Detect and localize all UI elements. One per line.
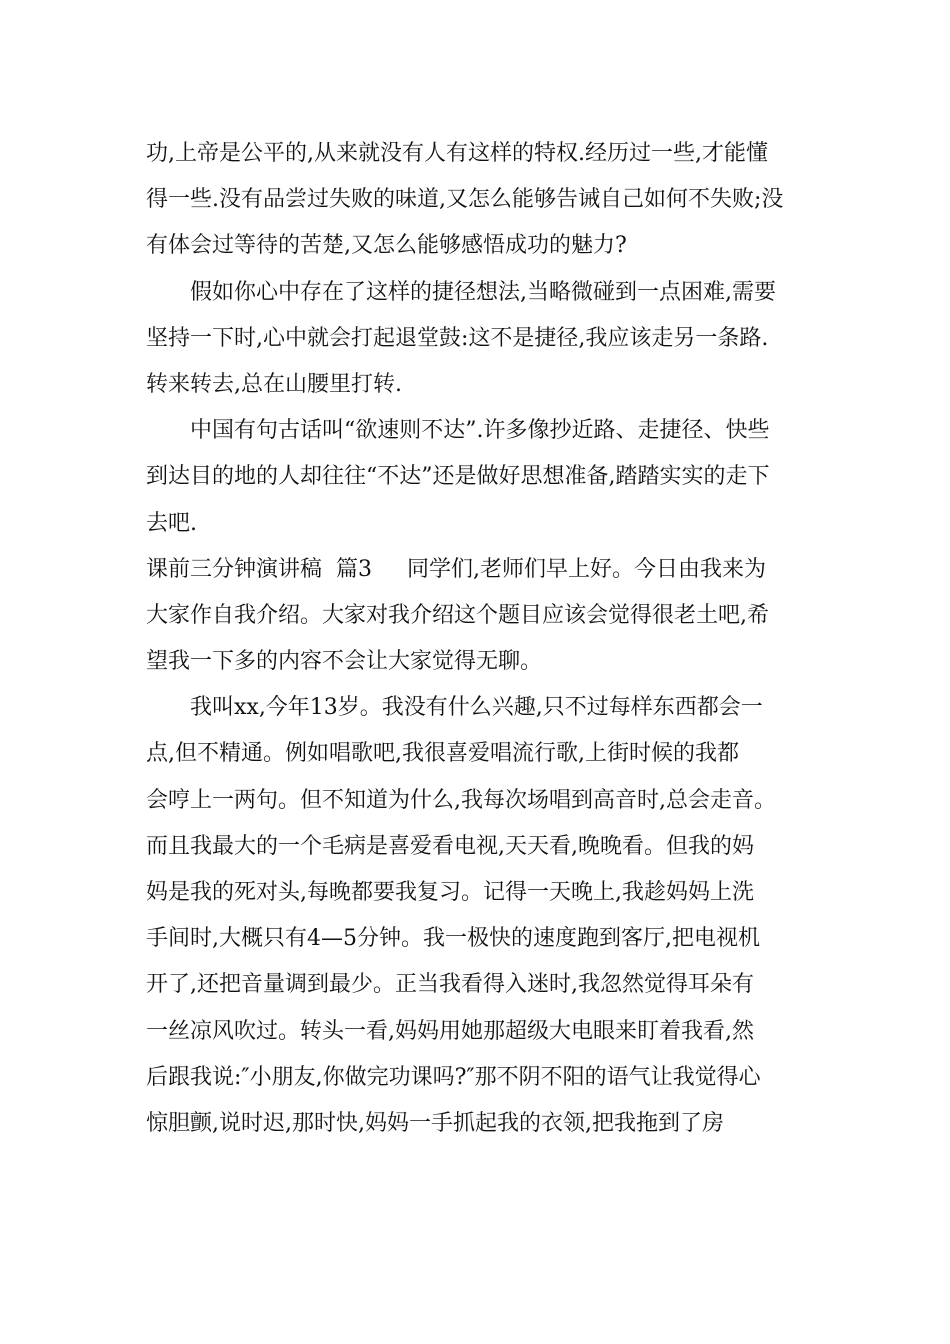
text-line: 到达目的地的人却往往“不达”还是做好思想准备,踏踏实实的走下	[146, 464, 770, 490]
text-line: 点,但不精通。例如唱歌吧,我很喜爱唱流行歌,上街时候的我都	[146, 741, 739, 767]
text-line: 去吧.	[146, 510, 197, 536]
paragraph-start-line: 假如你心中存在了这样的捷径想法,当略微碰到一点困难,需要	[190, 279, 776, 305]
text-line: 妈是我的死对头,每晚都要我复习。记得一天晚上,我趁妈妈上洗	[146, 880, 754, 905]
text-line: 手间时,大概只有4—5分钟。我一极快的速度跑到客厅,把电视机	[146, 926, 760, 952]
text-line: 后跟我说:″小朋友,你做完功课吗?″那不阴不阳的语气让我觉得心	[146, 1064, 761, 1090]
text-line: 一丝凉风吹过。转头一看,妈妈用她那超级大电眼来盯着我看,然	[146, 1018, 754, 1044]
section-heading-line: 课前三分钟演讲稿 篇3 同学们,老师们早上好。今日由我来为	[146, 556, 766, 582]
body-text	[146, 131, 826, 1147]
text-line: 会哼上一两句。但不知道为什么,我每次场唱到高音时,总会走音。	[146, 787, 776, 813]
text-line: 坚持一下时,心中就会打起退堂鼓:这不是捷径,我应该走另一条路.	[146, 325, 769, 351]
text-line: 有体会过等待的苦楚,又怎么能够感悟成功的魅力?	[146, 233, 627, 259]
text-line: 开了,还把音量调到最少。正当我看得入迷时,我忽然觉得耳朵有	[146, 972, 754, 998]
text-line: 惊胆颤,说时迟,那时快,妈妈一手抓起我的衣领,把我拖到了房	[146, 1110, 724, 1136]
text-line: 功,上帝是公平的,从来就没有人有这样的特权.经历过一些,才能懂	[146, 141, 768, 166]
text-line: 大家作自我介绍。大家对我介绍这个题目应该会觉得很老土吧,希	[146, 602, 769, 628]
text-line: 转来转去,总在山腰里打转.	[146, 371, 402, 397]
paragraph-start-line: 中国有句古话叫“欲速则不达”.许多像抄近路、走捷径、快些	[190, 418, 770, 444]
text-line: 而且我最大的一个毛病是喜爱看电视,天天看,晚晚看。但我的妈	[146, 833, 754, 859]
paragraph-start-line: 我叫xx,今年13岁。我没有什么兴趣,只不过每样东西都会一	[190, 695, 763, 721]
text-line: 望我一下多的内容不会让大家觉得无聊。	[146, 649, 543, 675]
text-line: 得一些.没有品尝过失败的味道,又怎么能够告诫自己如何不失败;没	[146, 187, 784, 213]
